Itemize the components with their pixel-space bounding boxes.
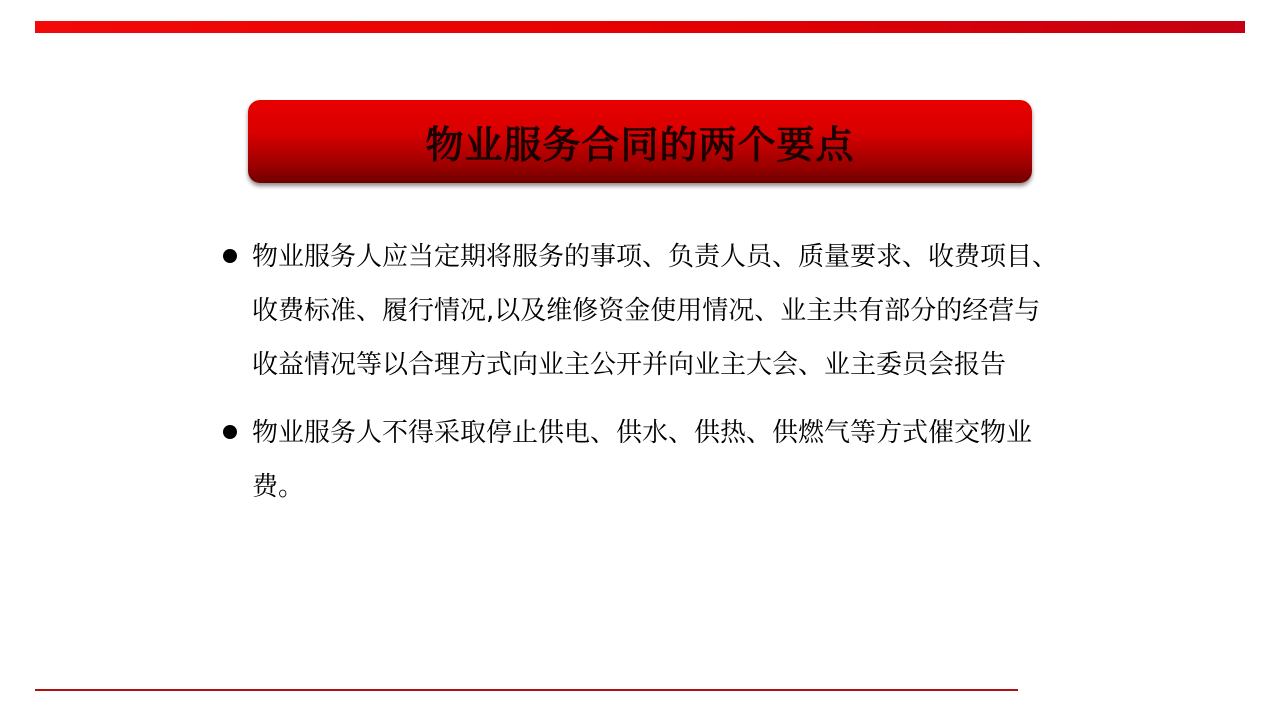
bullet-icon [223, 425, 237, 439]
slide-title: 物业服务合同的两个要点 [425, 123, 855, 167]
bullet-line: 收益情况等以合理方式向业主公开并向业主大会、业主委员会报告 [252, 350, 1007, 380]
bullet-line: 物业服务人应当定期将服务的事项、负责人员、质量要求、收费项目、 [252, 242, 1059, 272]
bullet-text [252, 406, 1072, 514]
bullet-icon [223, 249, 237, 263]
bullet-item-1 [220, 230, 1080, 392]
title-banner [248, 100, 1032, 183]
bullet-line: 物业服务人不得采取停止供电、供水、供热、供燃气等方式催交物业 [252, 418, 1033, 448]
bullet-line: 收费标准、履行情况,以及维修资金使用情况、业主共有部分的经营与 [252, 296, 1041, 326]
top-accent-bar [35, 21, 1245, 33]
bullet-text [252, 230, 1072, 392]
bullet-line: 费。 [252, 472, 305, 502]
bottom-divider [35, 689, 1018, 691]
bullet-item-2 [220, 406, 1080, 514]
bullet-list [220, 230, 1080, 528]
